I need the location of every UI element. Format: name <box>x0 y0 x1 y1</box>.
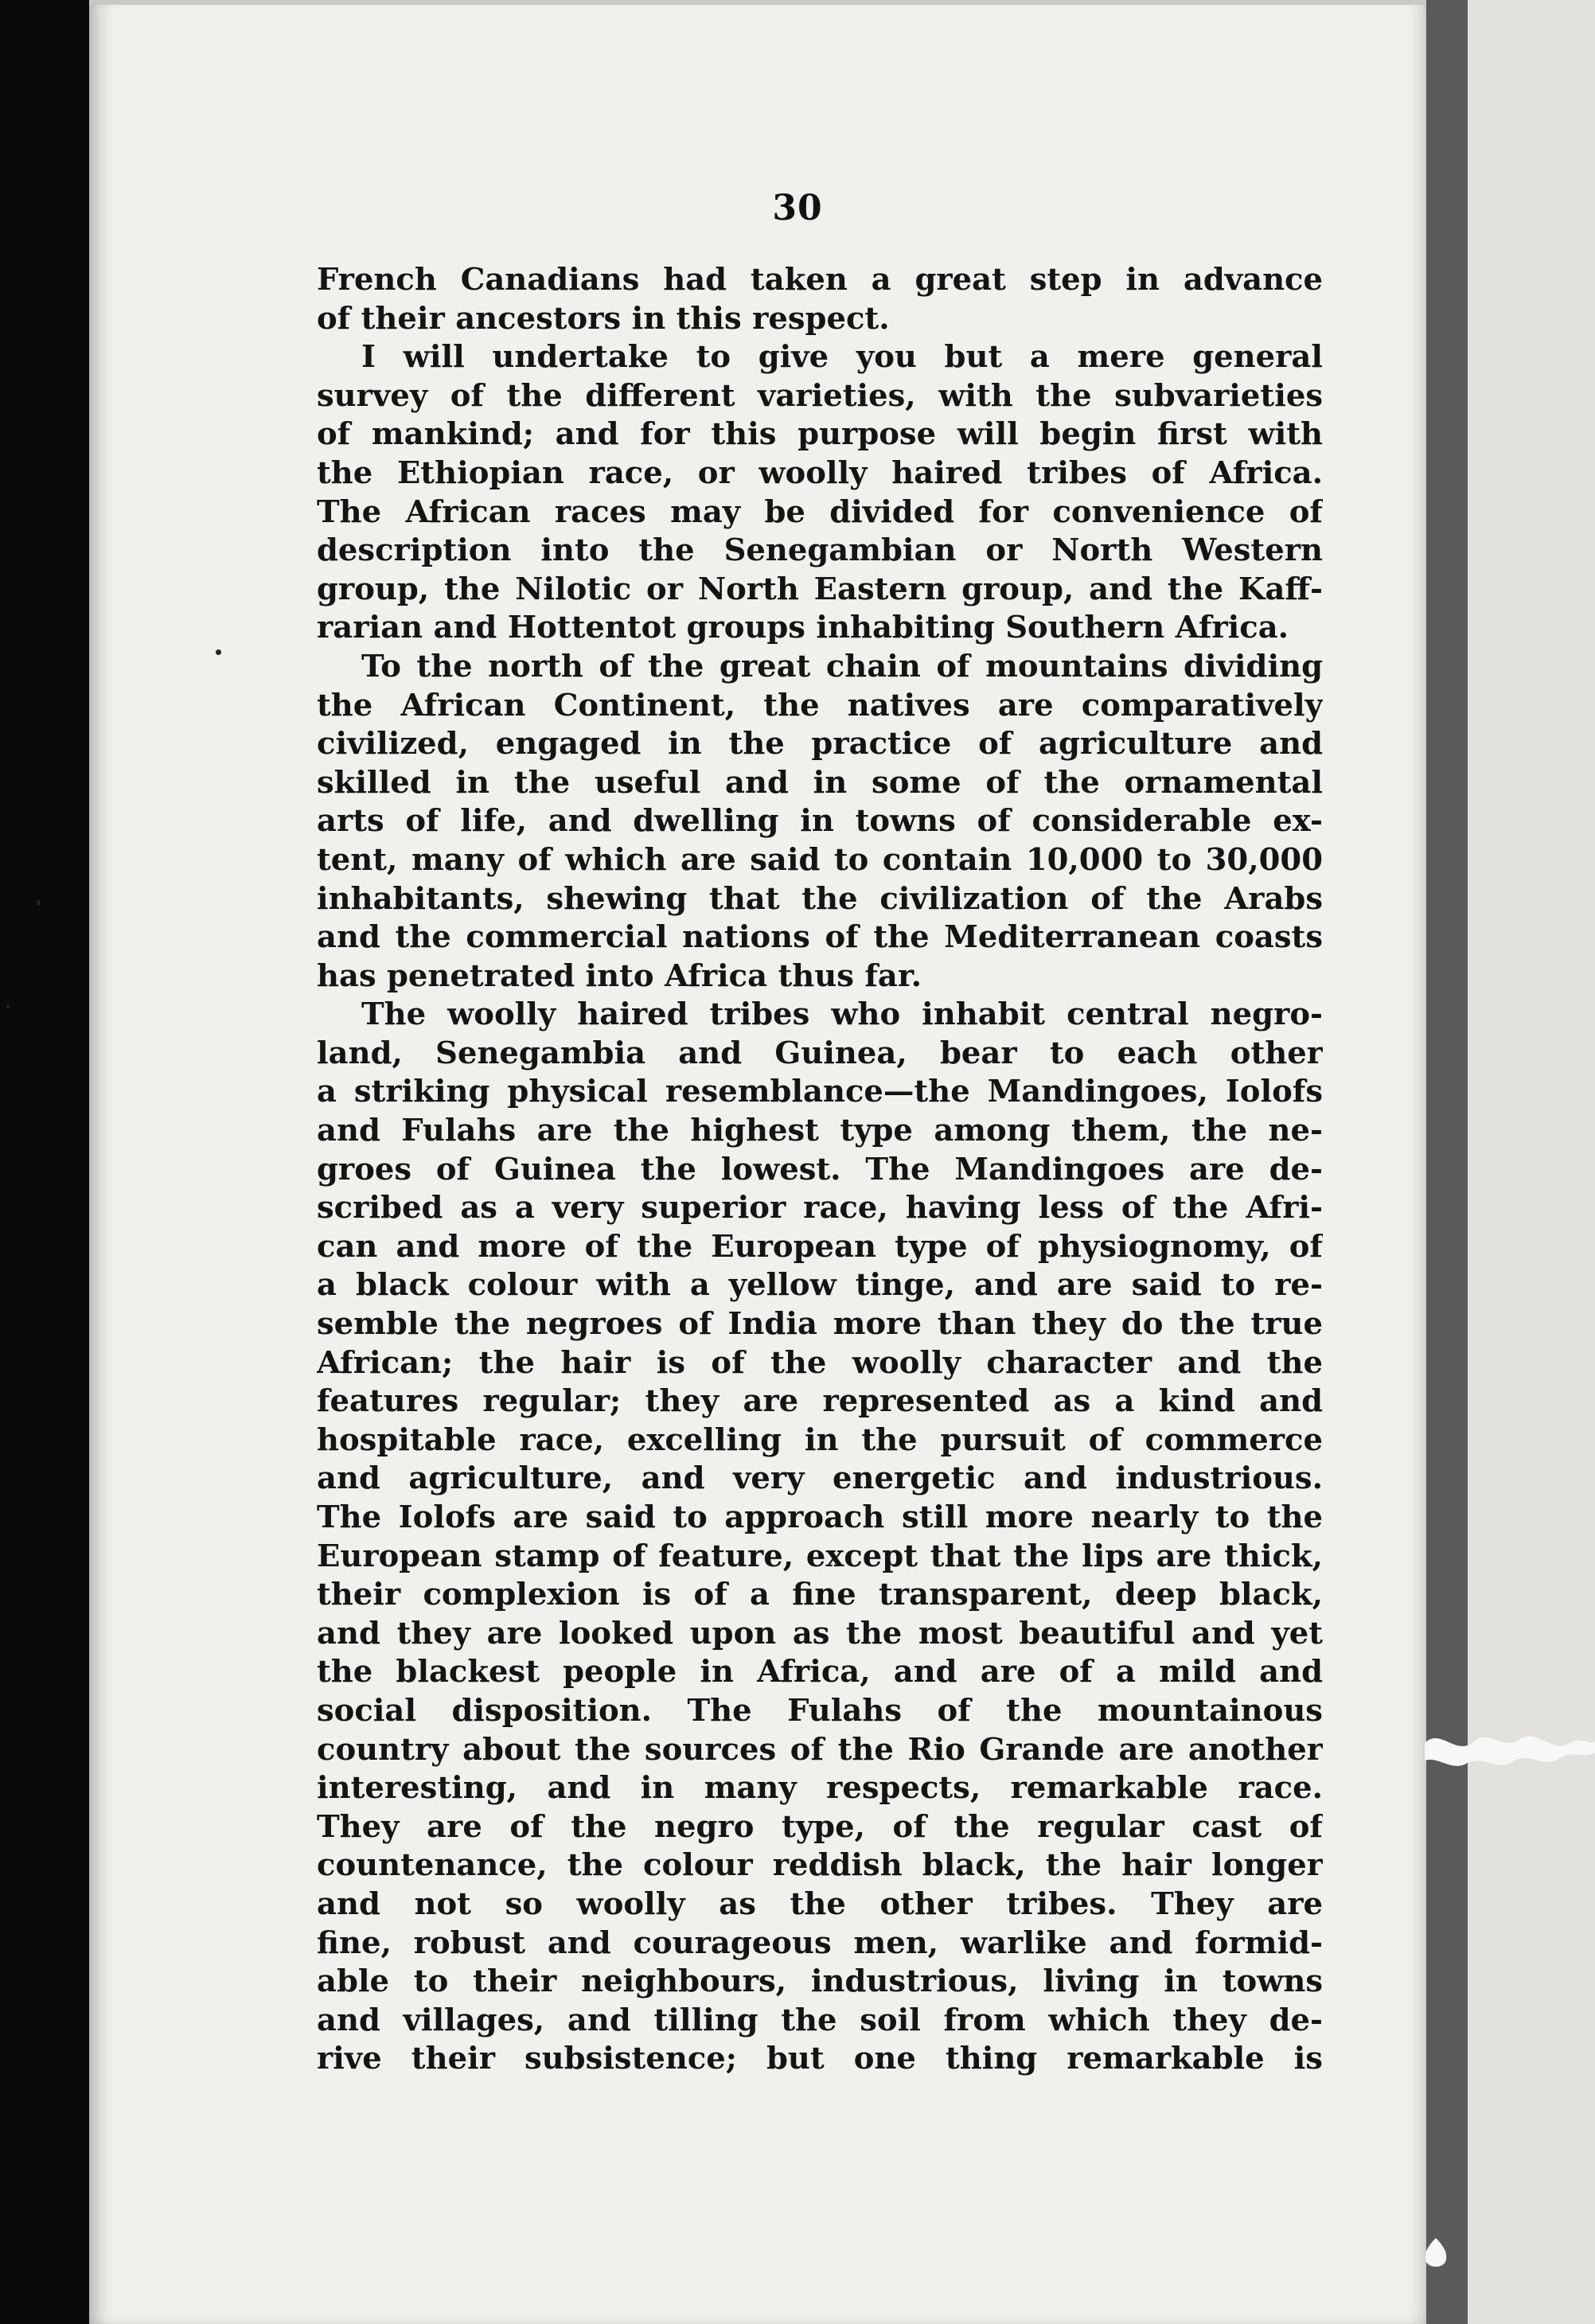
text-line: interesting, and in many respects, remarkable race. <box>317 1770 1323 1807</box>
text-line: social disposition. The Fulahs of the mountainous <box>317 1692 1323 1729</box>
page-top-edge <box>89 0 1426 5</box>
text-line: the African Continent, the natives are comparatively <box>317 687 1323 723</box>
text-line: To the north of the great chain of mountains dividing <box>361 648 1323 684</box>
text-line: land, Senegambia and Guinea, bear to each other <box>317 1035 1323 1071</box>
adjacent-page-edge <box>1468 0 1595 2324</box>
torn-paper-edge <box>1425 1719 1595 1775</box>
corner-tear-mark <box>1421 2236 1450 2270</box>
text-line: tent, many of which are said to contain 10,000 to 30,000 <box>317 841 1323 878</box>
text-line: The Iolofs are said to approach still more nearly to the <box>317 1499 1323 1535</box>
text-line: countenance, the colour reddish black, the hair longer <box>317 1847 1323 1884</box>
ink-speck <box>37 899 41 906</box>
text-line: rarian and Hottentot groups inhabiting Southern Africa. <box>317 610 1289 646</box>
text-line: scribed as a very superior race, having less of the Afri- <box>317 1190 1323 1226</box>
ink-speck <box>216 649 221 655</box>
text-line: and the commercial nations of the Mediterranean coasts <box>317 919 1323 956</box>
body-text <box>317 261 1323 2079</box>
text-line: the Ethiopian race, or woolly haired tribes of Africa. <box>317 454 1323 491</box>
text-line: able to their neighbours, industrious, living in towns <box>317 1963 1323 2000</box>
text-line: civilized, engaged in the practice of agriculture and <box>317 726 1323 762</box>
text-line: and they are looked upon as the most beautiful and yet <box>317 1615 1323 1651</box>
text-line: of their ancestors in this respect. <box>317 300 890 337</box>
text-line: African; the hair is of the woolly character and the <box>317 1344 1323 1381</box>
text-line: They are of the negro type, of the regular cast of <box>317 1808 1323 1845</box>
text-line: and not so woolly as the other tribes. They are <box>317 1885 1323 1922</box>
text-line: description into the Senegambian or North Western <box>317 532 1323 569</box>
text-line: groes of Guinea the lowest. The Mandingoes are de- <box>317 1151 1323 1187</box>
text-line: I will undertake to give you but a mere general <box>361 339 1323 376</box>
book-gutter <box>1426 0 1468 2324</box>
text-line: can and more of the European type of physiognomy, of <box>317 1228 1323 1265</box>
text-line: fine, robust and courageous men, warlike and formid- <box>317 1924 1323 1961</box>
text-line: skilled in the useful and in some of the ornamental <box>317 764 1323 801</box>
text-line: arts of life, and dwelling in towns of considerable ex- <box>317 803 1323 840</box>
text-line: the blackest people in Africa, and are of a mild and <box>317 1654 1323 1690</box>
text-line: and Fulahs are the highest type among them, the ne- <box>317 1113 1323 1149</box>
text-line: French Canadians had taken a great step in advance <box>317 262 1323 298</box>
text-line: semble the negroes of India more than they do the true <box>317 1306 1323 1343</box>
text-line: and agriculture, and very energetic and industrious. <box>317 1460 1323 1497</box>
text-line: The woolly haired tribes who inhabit central negro- <box>361 996 1323 1033</box>
text-line: of mankind; and for this purpose will begin first with <box>317 416 1323 453</box>
text-line: country about the sources of the Rio Grande are another <box>317 1731 1323 1768</box>
text-line: survey of the different varieties, with the subvarieties <box>317 377 1323 414</box>
text-line: inhabitants, shewing that the civilization of the Arabs <box>317 880 1323 917</box>
text-line: has penetrated into Africa thus far. <box>317 957 922 994</box>
text-line: a black colour with a yellow tinge, and are said to re- <box>317 1267 1323 1304</box>
text-line: their complexion is of a fine transparent, deep black, <box>317 1577 1323 1613</box>
text-line: hospitable race, excelling in the pursuit of commerce <box>317 1421 1323 1458</box>
text-line: features regular; they are represented as a kind and <box>317 1383 1323 1420</box>
text-line: group, the Nilotic or North Eastern group, and the Kaff- <box>317 571 1323 607</box>
text-line: a striking physical resemblance—the Mandingoes, Iolofs <box>317 1074 1323 1110</box>
text-line: The African races may be divided for convenience of <box>317 493 1323 530</box>
ink-speck <box>6 1004 10 1009</box>
text-line: rive their subsistence; but one thing remarkable is <box>317 2041 1323 2077</box>
text-line: European stamp of feature, except that the lips are thick, <box>317 1538 1323 1574</box>
page-number: 30 <box>772 188 823 228</box>
text-line: and villages, and tilling the soil from which they de- <box>317 2002 1323 2038</box>
